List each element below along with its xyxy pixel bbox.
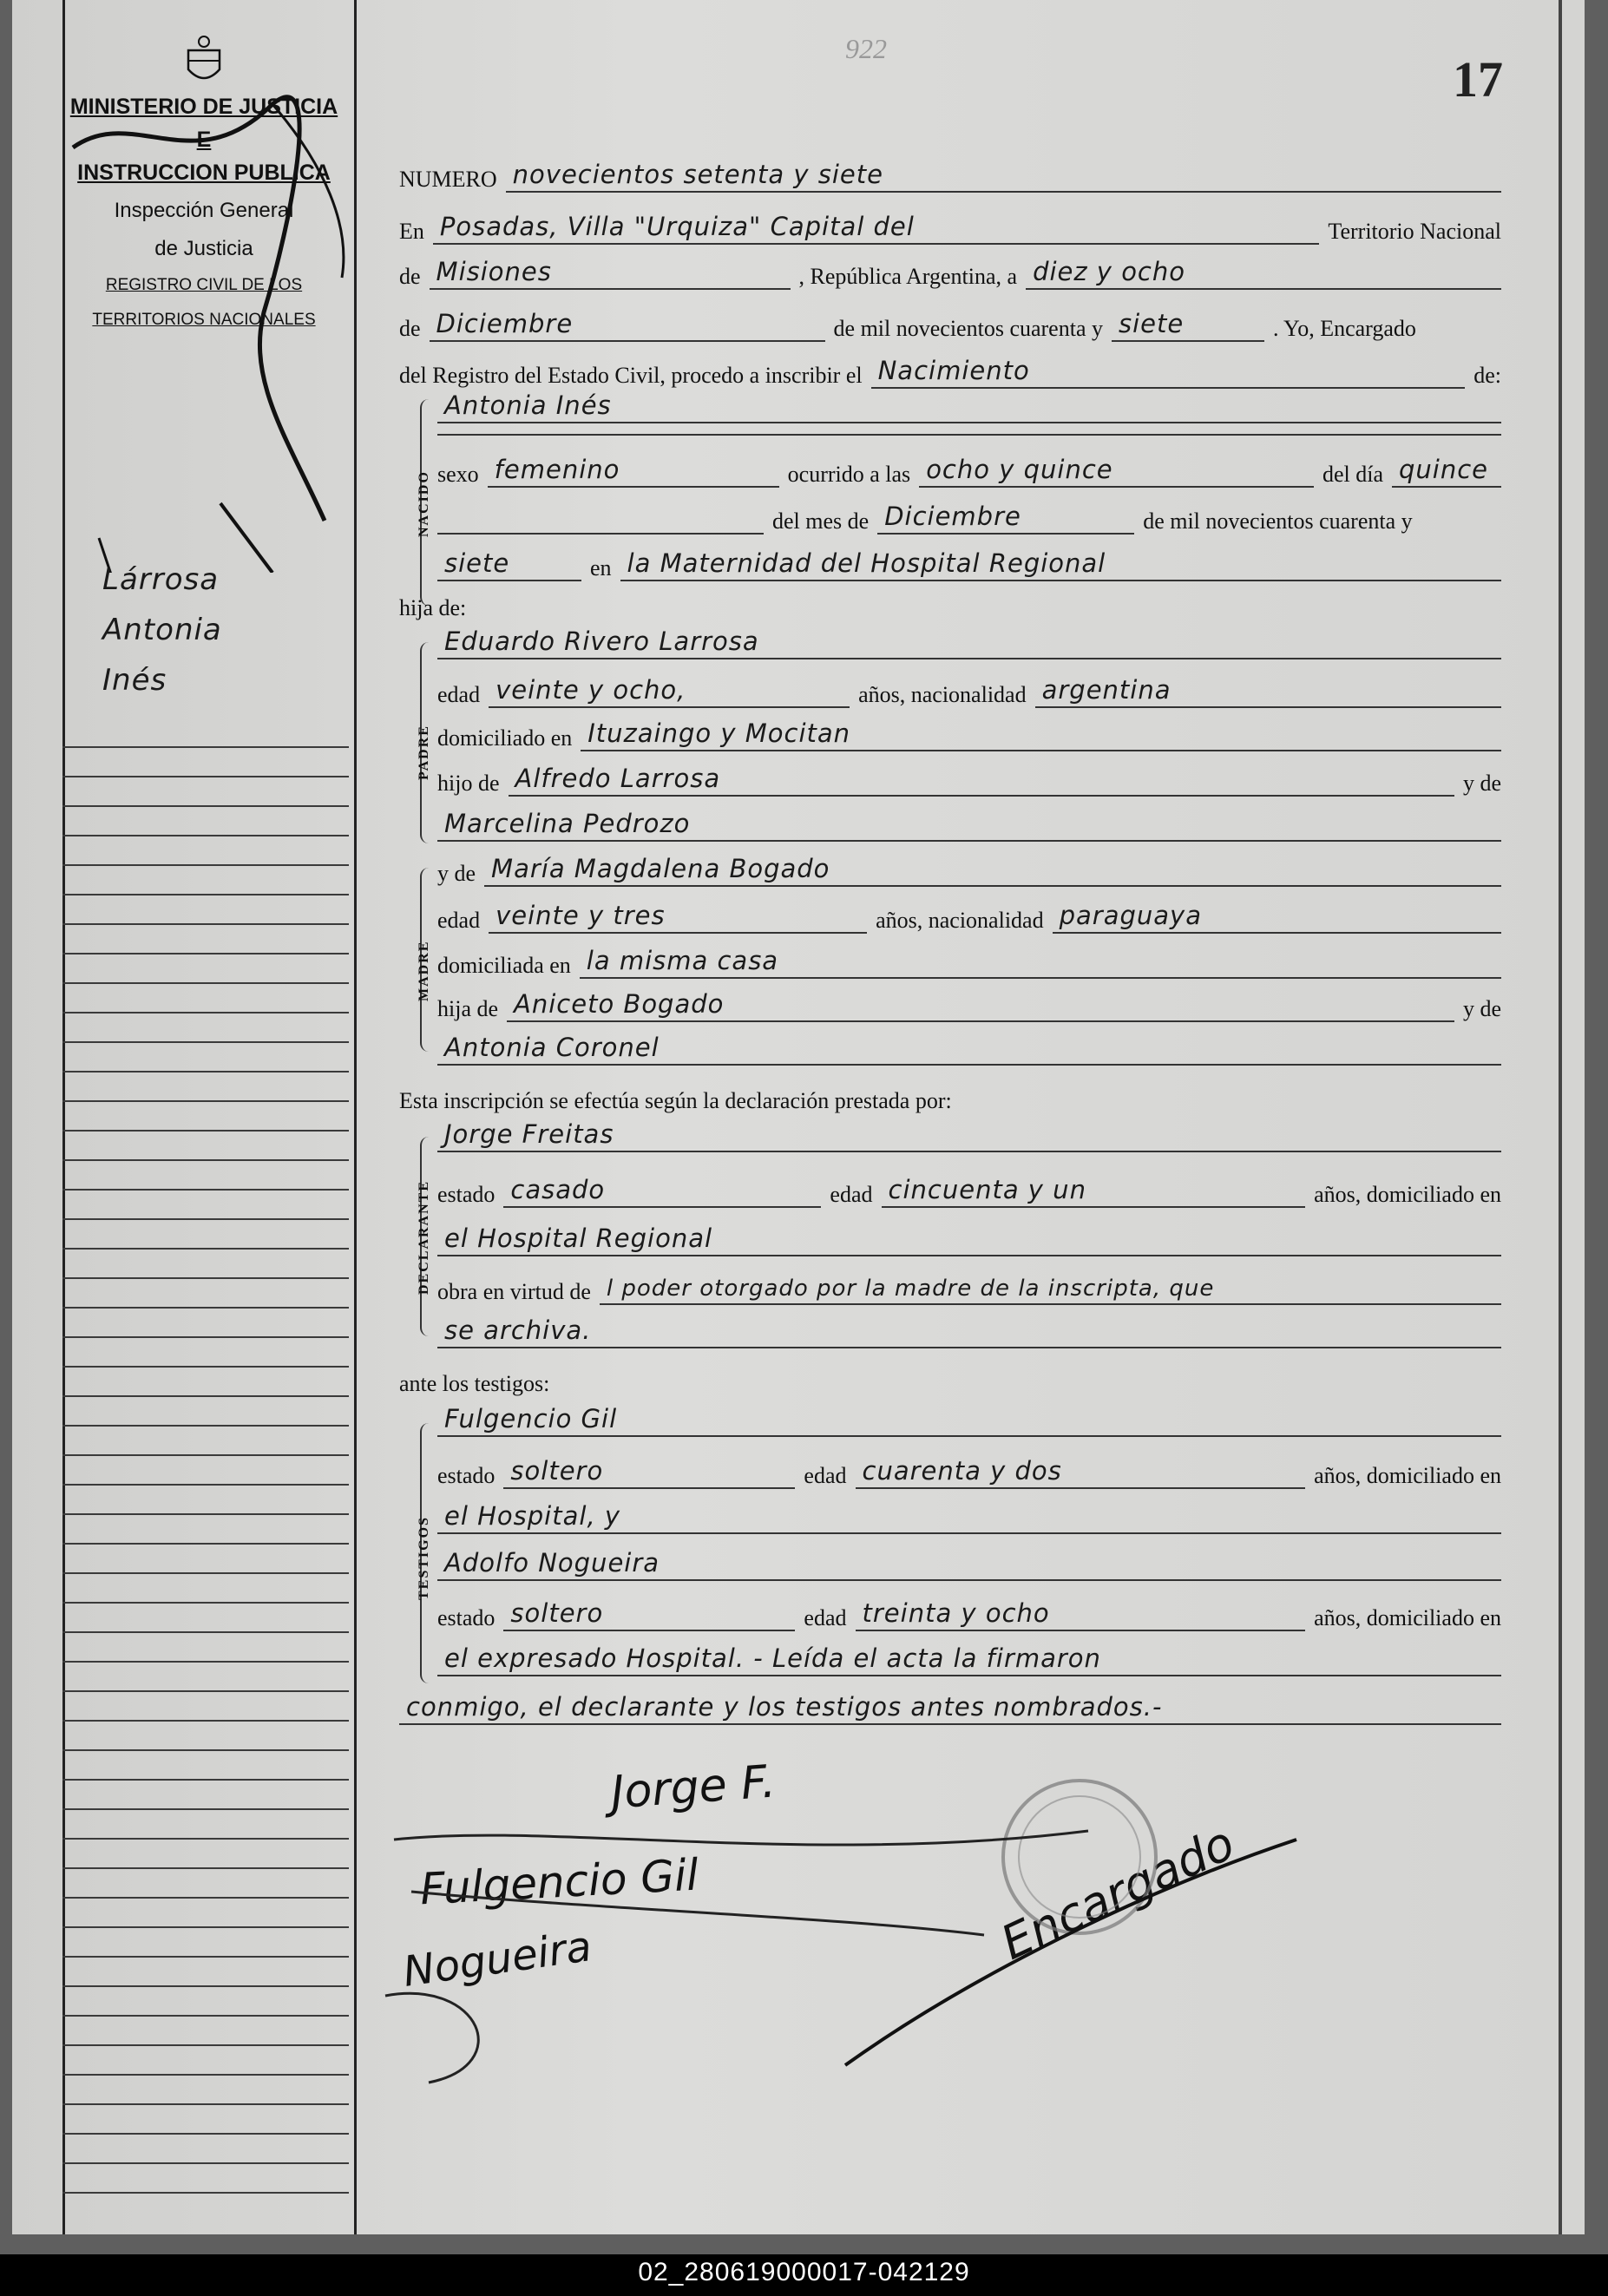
margin-ruled-line	[62, 1041, 349, 1043]
padre-name-value: Eduardo Rivero Larrosa	[437, 626, 1501, 659]
nacido-month-row	[437, 500, 1501, 535]
margin-ruled-line	[62, 1749, 349, 1751]
margin-ruled-line	[62, 982, 349, 984]
margin-ruled-line	[62, 1513, 349, 1515]
margin-ruled-line	[62, 1336, 349, 1338]
ministry-line-2: E	[196, 128, 212, 152]
ministry-line-3: INSTRUCCION PUBLICA	[77, 161, 331, 185]
testigo2-signature: Nogueira	[400, 1922, 595, 1997]
testigo2-name-row	[437, 1546, 1501, 1581]
padre-edad-value: veinte y ocho,	[489, 675, 850, 708]
madre-edad-label: edad	[437, 908, 481, 933]
margin-ruled-line	[62, 1395, 349, 1397]
padre-edad-row	[437, 673, 1501, 708]
inspection-line-1: Inspección General	[114, 199, 294, 222]
sexo-label: sexo	[437, 462, 479, 487]
del-dia-label: del día	[1322, 462, 1383, 487]
margin-ruled-line	[62, 2192, 349, 2194]
madre-section-label: MADRE	[417, 940, 431, 1001]
madre-hija-row	[437, 987, 1501, 1022]
margin-ruled-line	[62, 776, 349, 777]
en-label: En	[399, 219, 424, 244]
page-edge-rule	[1559, 0, 1562, 2234]
madre-father-value: Aniceto Bogado	[507, 989, 1454, 1022]
month-value: Diciembre	[430, 309, 825, 342]
yo-label: . Yo, Encargado	[1273, 316, 1416, 341]
birth-day-value: quince	[1392, 455, 1501, 488]
numero-label: NUMERO	[399, 167, 497, 192]
margin-ruled-line	[62, 746, 349, 748]
margin-ruled-line	[62, 2133, 349, 2135]
birth-day-cont	[437, 531, 764, 535]
margin-surname: Lárrosa	[102, 562, 220, 597]
margin-ruled-line	[62, 1897, 349, 1899]
margin-ruled-line	[62, 1572, 349, 1574]
declarante-domicilio-row	[437, 1222, 1501, 1256]
en-row	[399, 210, 1501, 245]
margin-ruled-line	[62, 1425, 349, 1427]
margin-ruled-line	[62, 805, 349, 807]
madre-name-value: María Magdalena Bogado	[484, 854, 1501, 887]
madre-edad-row	[437, 899, 1501, 934]
margin-ruled-line	[62, 1690, 349, 1692]
declarante-domicilio-label: años, domiciliado en	[1314, 1182, 1501, 1207]
margin-ruled-line	[62, 1277, 349, 1279]
testigo2-edad-value: treinta y ocho	[856, 1598, 1306, 1631]
province-row	[399, 255, 1501, 290]
del-label: del Registro del Estado Civil, procedo a inscribir el	[399, 363, 863, 388]
testigos-section-label: TESTIGOS	[417, 1516, 431, 1600]
hour-value: ocho y quince	[919, 455, 1314, 488]
testigo1-signature: Fulgencio Gil	[418, 1849, 700, 1915]
testigo2-dom-label: años, domiciliado en	[1314, 1605, 1501, 1630]
testigo1-estado-value: soltero	[503, 1456, 795, 1489]
margin-ruled-line	[62, 2044, 349, 2046]
margin-ruled-line	[62, 1218, 349, 1220]
margin-ruled-line	[62, 1720, 349, 1722]
closing-row	[399, 1690, 1501, 1725]
padre-hijo-label: hijo de	[437, 771, 500, 796]
de3-label: de:	[1473, 363, 1501, 388]
declarante-estado-value: casado	[503, 1175, 821, 1208]
nacido-place-row	[437, 547, 1501, 581]
margin-ruled-line	[62, 1867, 349, 1869]
madre-mother-value: Antonia Coronel	[437, 1033, 1501, 1066]
declarante-obra-value-2: se archiva.	[437, 1315, 1501, 1348]
testigo1-estado-label: estado	[437, 1463, 496, 1488]
declarante-intro-row	[399, 1079, 1501, 1114]
testigo2-estado-row	[437, 1597, 1501, 1631]
padre-edad-label: edad	[437, 682, 481, 707]
numero-value: novecientos setenta y siete	[506, 160, 1501, 193]
margin-ruled-line	[62, 1159, 349, 1161]
madre-name-row	[437, 852, 1501, 887]
madre-anos-label: años, nacionalidad	[876, 908, 1044, 933]
birth-month-value: Diciembre	[877, 502, 1134, 535]
margin-ruled-line	[62, 953, 349, 954]
margin-ruled-line	[62, 1366, 349, 1368]
margin-ruled-line	[62, 2015, 349, 2017]
image-id-caption: 02_280619000017-042129	[638, 2258, 970, 2286]
republica-label: , República Argentina, a	[798, 264, 1018, 289]
place-en-label: en	[590, 555, 612, 581]
margin-ruled-line	[62, 1307, 349, 1309]
margin-ruled-line	[62, 1484, 349, 1486]
nacido-blank-line	[437, 434, 1501, 436]
madre-hija-label: hija de	[437, 996, 499, 1021]
declarante-section-label: DECLARANTE	[417, 1179, 431, 1295]
margin-ruled-line	[62, 2103, 349, 2105]
de2-label: de	[399, 316, 421, 341]
margin-given-name-1: Antonia	[102, 613, 222, 647]
margin-given-name-2: Inés	[102, 663, 167, 698]
madre-mother-row	[437, 1031, 1501, 1066]
testigo1-dom-value: el Hospital, y	[437, 1501, 1501, 1534]
signature-flourish-strokes	[377, 1788, 1331, 2100]
margin-ruled-line	[62, 1808, 349, 1810]
testigos-intro-row	[399, 1362, 1501, 1397]
nacido-name-value: Antonia Inés	[437, 390, 1501, 423]
declarante-estado-row	[437, 1173, 1501, 1208]
hija-label: hija de:	[399, 595, 467, 620]
madre-edad-value: veinte y tres	[489, 901, 867, 934]
page-number: 17	[1453, 51, 1503, 108]
nacido-section-label: NACIDO	[417, 470, 431, 537]
margin-ruled-line	[62, 1454, 349, 1456]
sexo-value: femenino	[488, 455, 779, 488]
margin-ruled-line	[62, 835, 349, 836]
testigo1-dom-label: años, domiciliado en	[1314, 1463, 1501, 1488]
testigos-intro: ante los testigos:	[399, 1371, 550, 1396]
margin-ruled-line	[62, 1543, 349, 1545]
declarante-domicilio-value: el Hospital Regional	[437, 1223, 1501, 1256]
margin-ruled-line	[62, 923, 349, 925]
declarante-obra-label: obra en virtud de	[437, 1279, 591, 1304]
registry-line-1: REGISTRO CIVIL DE LOS	[105, 276, 303, 294]
registry-line-2: TERRITORIOS NACIONALES	[92, 311, 316, 329]
del-mes-label: del mes de	[772, 508, 870, 534]
margin-ruled-line	[62, 1661, 349, 1663]
province-value: Misiones	[430, 257, 791, 290]
mil-label: de mil novecientos cuarenta y	[833, 316, 1103, 341]
madre-nacionalidad-value: paraguaya	[1053, 901, 1501, 934]
padre-father-value: Alfredo Larrosa	[509, 764, 1454, 797]
ink-scribble-mark	[64, 52, 411, 573]
margin-ruled-line	[62, 894, 349, 895]
margin-ruled-line	[62, 1838, 349, 1840]
padre-nacionalidad-value: argentina	[1035, 675, 1501, 708]
nacido-name-row	[437, 389, 1501, 423]
margin-ruled-line	[62, 2162, 349, 2164]
madre-yde-label: y de	[437, 861, 476, 886]
testigo1-edad-value: cuarenta y dos	[856, 1456, 1306, 1489]
birth-year-value: siete	[437, 548, 581, 581]
madre-domicilio-label: domiciliada en	[437, 953, 571, 978]
testigo2-dom-row	[437, 1642, 1501, 1676]
declarante-edad-value: cincuenta y un	[882, 1175, 1306, 1208]
testigo2-name-value: Adolfo Nogueira	[437, 1548, 1501, 1581]
testigo1-estado-row	[437, 1454, 1501, 1489]
margin-ruled-line	[62, 1602, 349, 1604]
inspection-line-2: de Justicia	[154, 237, 253, 260]
padre-section-label: PADRE	[417, 725, 431, 780]
margin-ruled-line	[62, 1189, 349, 1191]
padre-mother-row	[437, 807, 1501, 842]
padre-domicilio-value: Ituzaingo y Mocitan	[581, 718, 1501, 751]
padre-name-row	[437, 625, 1501, 659]
declarante-name-value: Jorge Freitas	[437, 1119, 1501, 1152]
act-type-value: Nacimiento	[871, 356, 1466, 389]
document-page	[12, 0, 1585, 2234]
day-value: diez y ocho	[1026, 257, 1501, 290]
testigo1-dom-row	[437, 1499, 1501, 1534]
margin-ruled-line	[62, 864, 349, 866]
en-value: Posadas, Villa "Urquiza" Capital del	[433, 212, 1320, 245]
territorio-label: Territorio Nacional	[1328, 219, 1501, 244]
testigo1-edad-label: edad	[804, 1463, 847, 1488]
closing-text: conmigo, el declarante y los testigos antes nombrados.-	[399, 1692, 1501, 1725]
nacido-sexo-row	[437, 453, 1501, 488]
declarante-edad-label: edad	[830, 1182, 873, 1207]
margin-ruled-line	[62, 1100, 349, 1102]
margin-ruled-line	[62, 1926, 349, 1928]
testigo1-name-row	[437, 1402, 1501, 1437]
margin-ruled-line	[62, 1779, 349, 1781]
padre-anos-label: años, nacionalidad	[858, 682, 1027, 707]
ministry-line-1: MINISTERIO DE JUSTICIA	[69, 95, 338, 119]
ocurrido-label: ocurrido a las	[787, 462, 911, 487]
nacido-mil-label: de mil novecientos cuarenta y	[1143, 508, 1413, 534]
margin-ruled-line	[62, 1130, 349, 1132]
testigo2-edad-label: edad	[804, 1605, 847, 1630]
padre-yde-label: y de	[1462, 771, 1501, 796]
margin-ruled-line	[62, 1956, 349, 1958]
declarante-signature: Jorge F.	[609, 1755, 778, 1820]
padre-domicilio-row	[437, 717, 1501, 751]
declarante-obra-row-2	[437, 1314, 1501, 1348]
padre-domicilio-label: domiciliado en	[437, 725, 573, 751]
testigo1-name-value: Fulgencio Gil	[437, 1404, 1501, 1437]
margin-ruled-line	[62, 1012, 349, 1014]
margin-ruled-line	[62, 1985, 349, 1987]
testigo2-estado-value: soltero	[503, 1598, 795, 1631]
padre-mother-value: Marcelina Pedrozo	[437, 809, 1501, 842]
birth-place-value: la Maternidad del Hospital Regional	[620, 548, 1501, 581]
numero-row	[399, 158, 1501, 193]
declarante-obra-row	[437, 1270, 1501, 1305]
year-value: siete	[1112, 309, 1264, 342]
pencil-folio-mark: 922	[845, 33, 887, 64]
month-row	[399, 307, 1501, 342]
declarante-intro: Esta inscripción se efectúa según la declaración prestada por:	[399, 1088, 952, 1113]
act-type-row	[399, 354, 1501, 389]
hija-row	[399, 587, 1501, 621]
padre-hijo-row	[437, 762, 1501, 797]
declarante-obra-value: l poder otorgado por la madre de la inscripta, que	[600, 1276, 1501, 1305]
margin-ruled-line	[62, 1248, 349, 1250]
margin-ruled-line	[62, 1071, 349, 1073]
madre-yde2-label: y de	[1462, 996, 1501, 1021]
margin-ruled-line	[62, 2074, 349, 2076]
testigo2-dom-value: el expresado Hospital. - Leída el acta la firmaron	[437, 1643, 1501, 1676]
margin-ruled-line	[62, 1631, 349, 1633]
madre-domicilio-value: la misma casa	[580, 946, 1501, 979]
declarante-estado-label: estado	[437, 1182, 496, 1207]
de-label: de	[399, 264, 421, 289]
declarante-name-row	[437, 1118, 1501, 1152]
testigo2-estado-label: estado	[437, 1605, 496, 1630]
madre-domicilio-row	[437, 944, 1501, 979]
encargado-signature: Encargado	[993, 1815, 1243, 1971]
